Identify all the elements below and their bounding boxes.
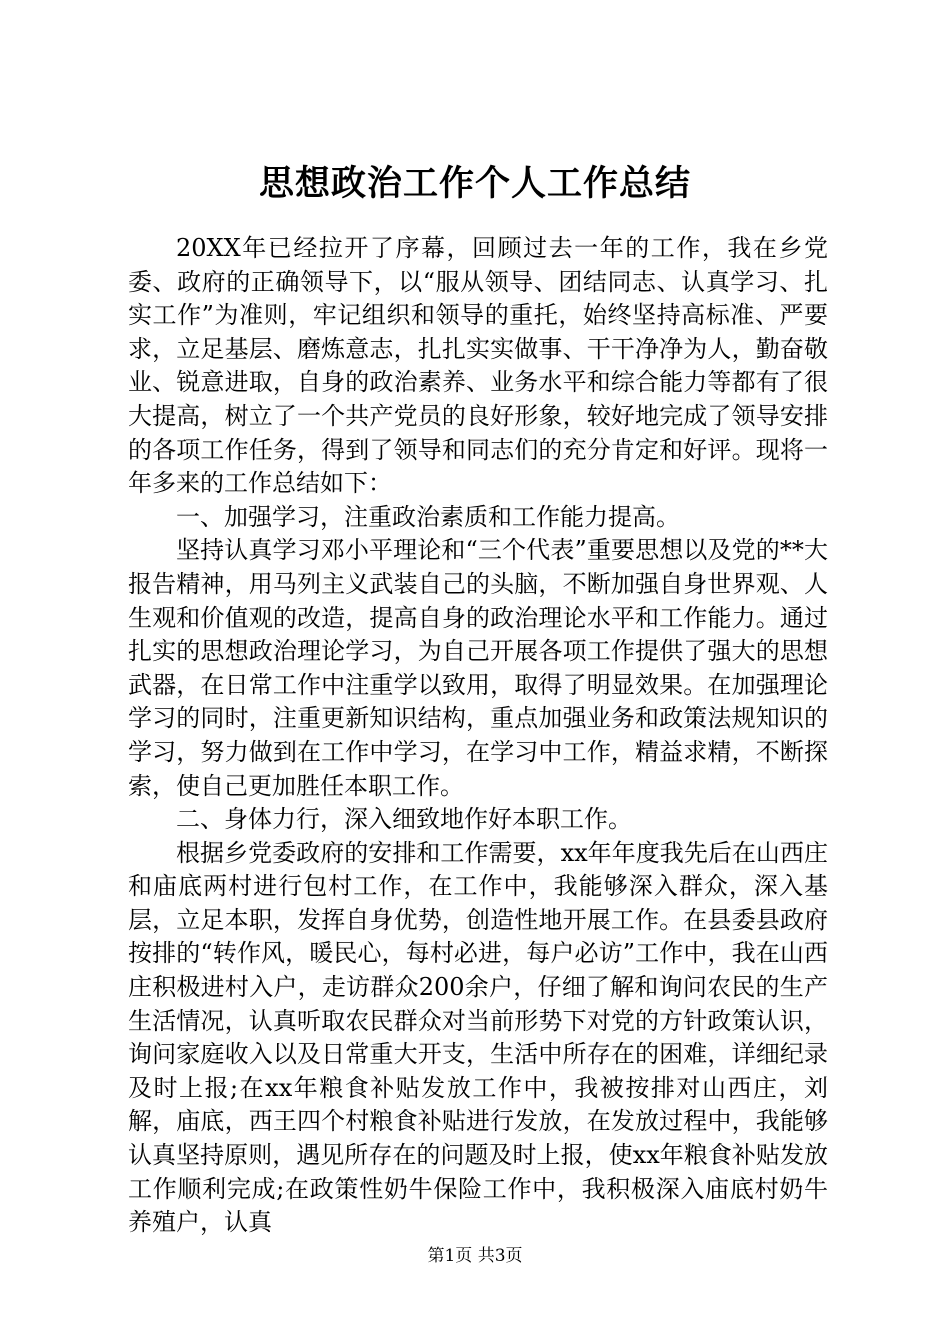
page-footer: 第1页 共3页 xyxy=(427,1246,523,1266)
document-title: 思想政治工作个人工作总结 xyxy=(258,163,691,204)
section-heading-1: 一、加强学习，注重政治素质和工作能力提高。 xyxy=(176,502,680,531)
document-body xyxy=(128,232,828,1240)
paragraph-work: 根据乡党委政府的安排和工作需要，xx年年度我先后在山西庄和庙底两村进行包村工作，在工作中，我能够深入群众，深入基层，立足本职，发挥自身优势，创造性地开展工作。在县委县政府按排的“转作风，暖民心，每村必进，每户必访”工作中，我在山西庄积极进村入户，走访群众200余户，仔细了解和询问农民的生产生活情况，认真听取农民群众对当前形势下对党的方针政策认识，询问家庭收入以及日常重大开支，生活中所存在的困难，详细纪录及时上报;在xx年粮食补贴发放工作中，我被按排对山西庄，刘解，庙底，西王四个村粮食补贴进行发放，在发放过程中，我能够认真坚持原则，遇见所存在的问题及时上报，使xx年粮食补贴发放工作顺利完成;在政策性奶牛保险工作中，我积极深入庙底村奶牛养殖户，认真 xyxy=(128,838,828,1237)
paragraph-study: 坚持认真学习邓小平理论和“三个代表”重要思想以及党的**大报告精神，用马列主义武装自己的头脑，不断加强自身世界观、人生观和价值观的改造，提高自身的政治理论水平和工作能力。通过扎实的思想政治理论学习，为自己开展各项工作提供了强大的思想武器，在日常工作中注重学以致用，取得了明显效果。在加强理论学习的同时，注重更新知识结构，重点加强业务和政策法规知识的学习，努力做到在工作中学习，在学习中工作，精益求精，不断探索，使自己更加胜任本职工作。 xyxy=(128,536,828,800)
paragraph-intro: 20XX年已经拉开了序幕，回顾过去一年的工作，我在乡党委、政府的正确领导下，以“服从领导、团结同志、认真学习、扎实工作”为准则，牢记组织和领导的重托，始终坚持高标准、严要求，立足基层、磨炼意志，扎扎实实做事、干干净净为人，勤奋敬业、锐意进取，自身的政治素养、业务水平和综合能力等都有了很大提高，树立了一个共产党员的良好形象，较好地完成了领导安排的各项工作任务，得到了领导和同志们的充分肯定和好评。现将一年多来的工作总结如下： xyxy=(128,234,828,498)
section-heading-2: 二、身体力行，深入细致地作好本职工作。 xyxy=(176,805,632,834)
